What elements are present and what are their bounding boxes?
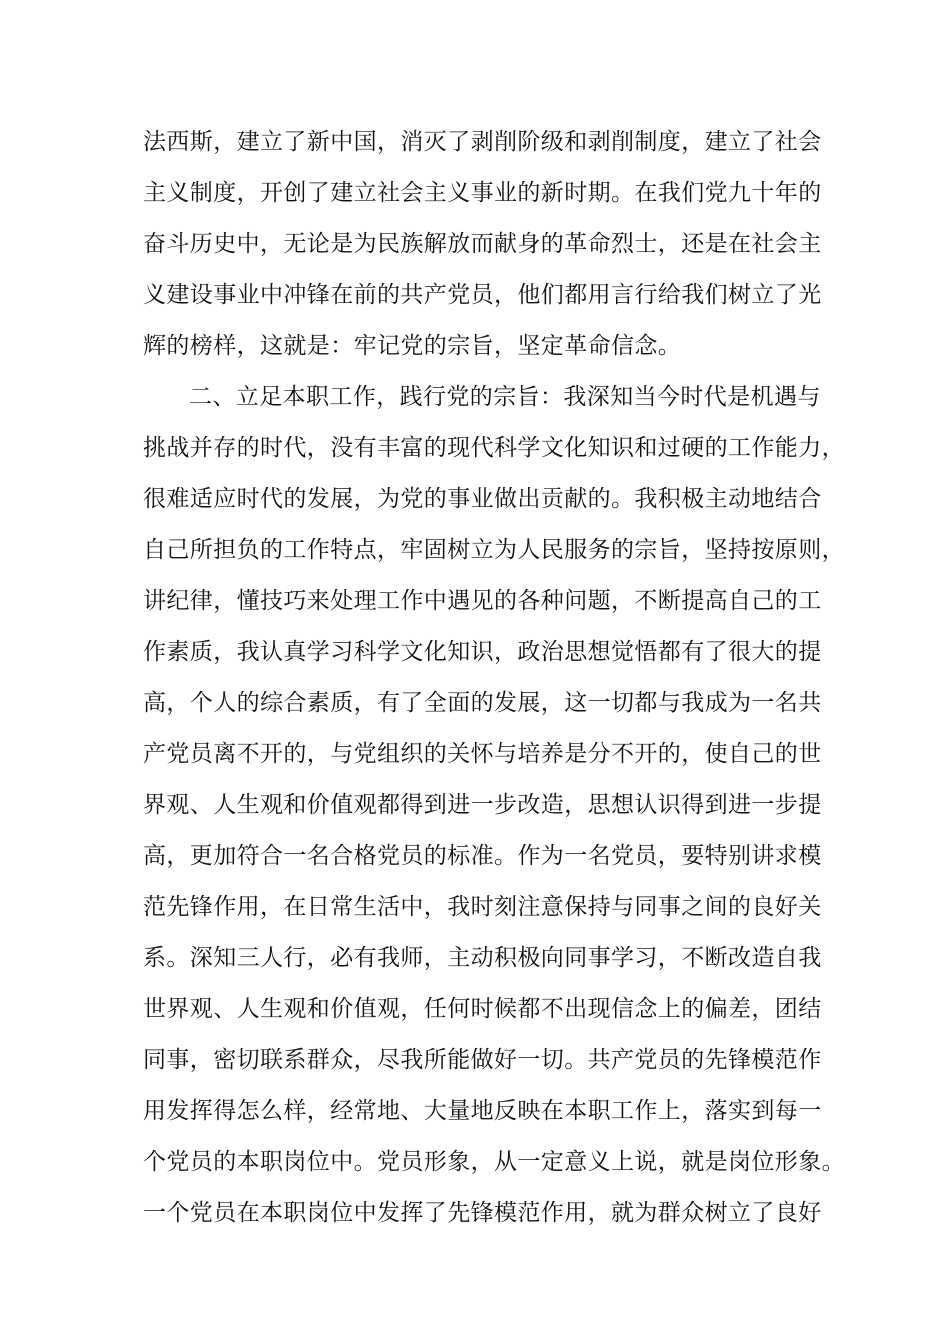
text-line: 界观、人生观和价值观都得到进一步改造，思想认识得到进一步提 [143,792,822,818]
text-line: 产党员离不开的，与党组织的关怀与培养是分不开的，使自己的世 [143,741,822,767]
text-line: 辉的榜样，这就是：牢记党的宗旨，坚定革命信念。 [143,333,682,359]
text-line: 高，更加符合一名合格党员的标准。作为一名党员，要特别讲求模 [143,843,822,869]
text-line: 同事，密切联系群众，尽我所能做好一切。共产党员的先锋模范作 [143,1047,822,1073]
text-line: 系。深知三人行，必有我师，主动积极向同事学习，不断改造自我 [143,945,822,971]
text-line: 作素质，我认真学习科学文化知识，政治思想觉悟都有了很大的提 [143,639,822,665]
text-line: 很难适应时代的发展，为党的事业做出贡献的。我积极主动地结合 [143,486,822,512]
text-line: 主义制度，开创了建立社会主义事业的新时期。在我们党九十年的 [143,180,822,206]
text-line: 用发挥得怎么样，经常地、大量地反映在本职工作上，落实到每一 [143,1098,822,1124]
text-line: 义建设事业中冲锋在前的共产党员，他们都用言行给我们树立了光 [143,282,822,308]
text-line: 世界观、人生观和价值观，任何时候都不出现信念上的偏差，团结 [143,996,822,1022]
text-line: 高，个人的综合素质，有了全面的发展，这一切都与我成为一名共 [143,690,822,716]
text-line: 讲纪律，懂技巧来处理工作中遇见的各种问题，不断提高自己的工 [143,588,822,614]
text-line: 范先锋作用，在日常生活中，我时刻注意保持与同事之间的良好关 [143,894,822,920]
text-line: 挑战并存的时代，没有丰富的现代科学文化知识和过硬的工作能力， [143,435,845,461]
text-line: 奋斗历史中，无论是为民族解放而献身的革命烈士，还是在社会主 [143,231,822,257]
paragraph-start-line: 二、立足本职工作，践行党的宗旨：我深知当今时代是机遇与 [189,384,821,410]
text-line: 一个党员在本职岗位中发挥了先锋模范作用，就为群众树立了良好 [143,1200,822,1226]
text-line: 法西斯，建立了新中国，消灭了剥削阶级和剥削制度，建立了社会 [143,129,822,155]
text-line: 个党员的本职岗位中。党员形象，从一定意义上说，就是岗位形象。 [143,1149,845,1175]
body-text [143,117,843,1239]
text-line: 自己所担负的工作特点，牢固树立为人民服务的宗旨，坚持按原则， [143,537,845,563]
